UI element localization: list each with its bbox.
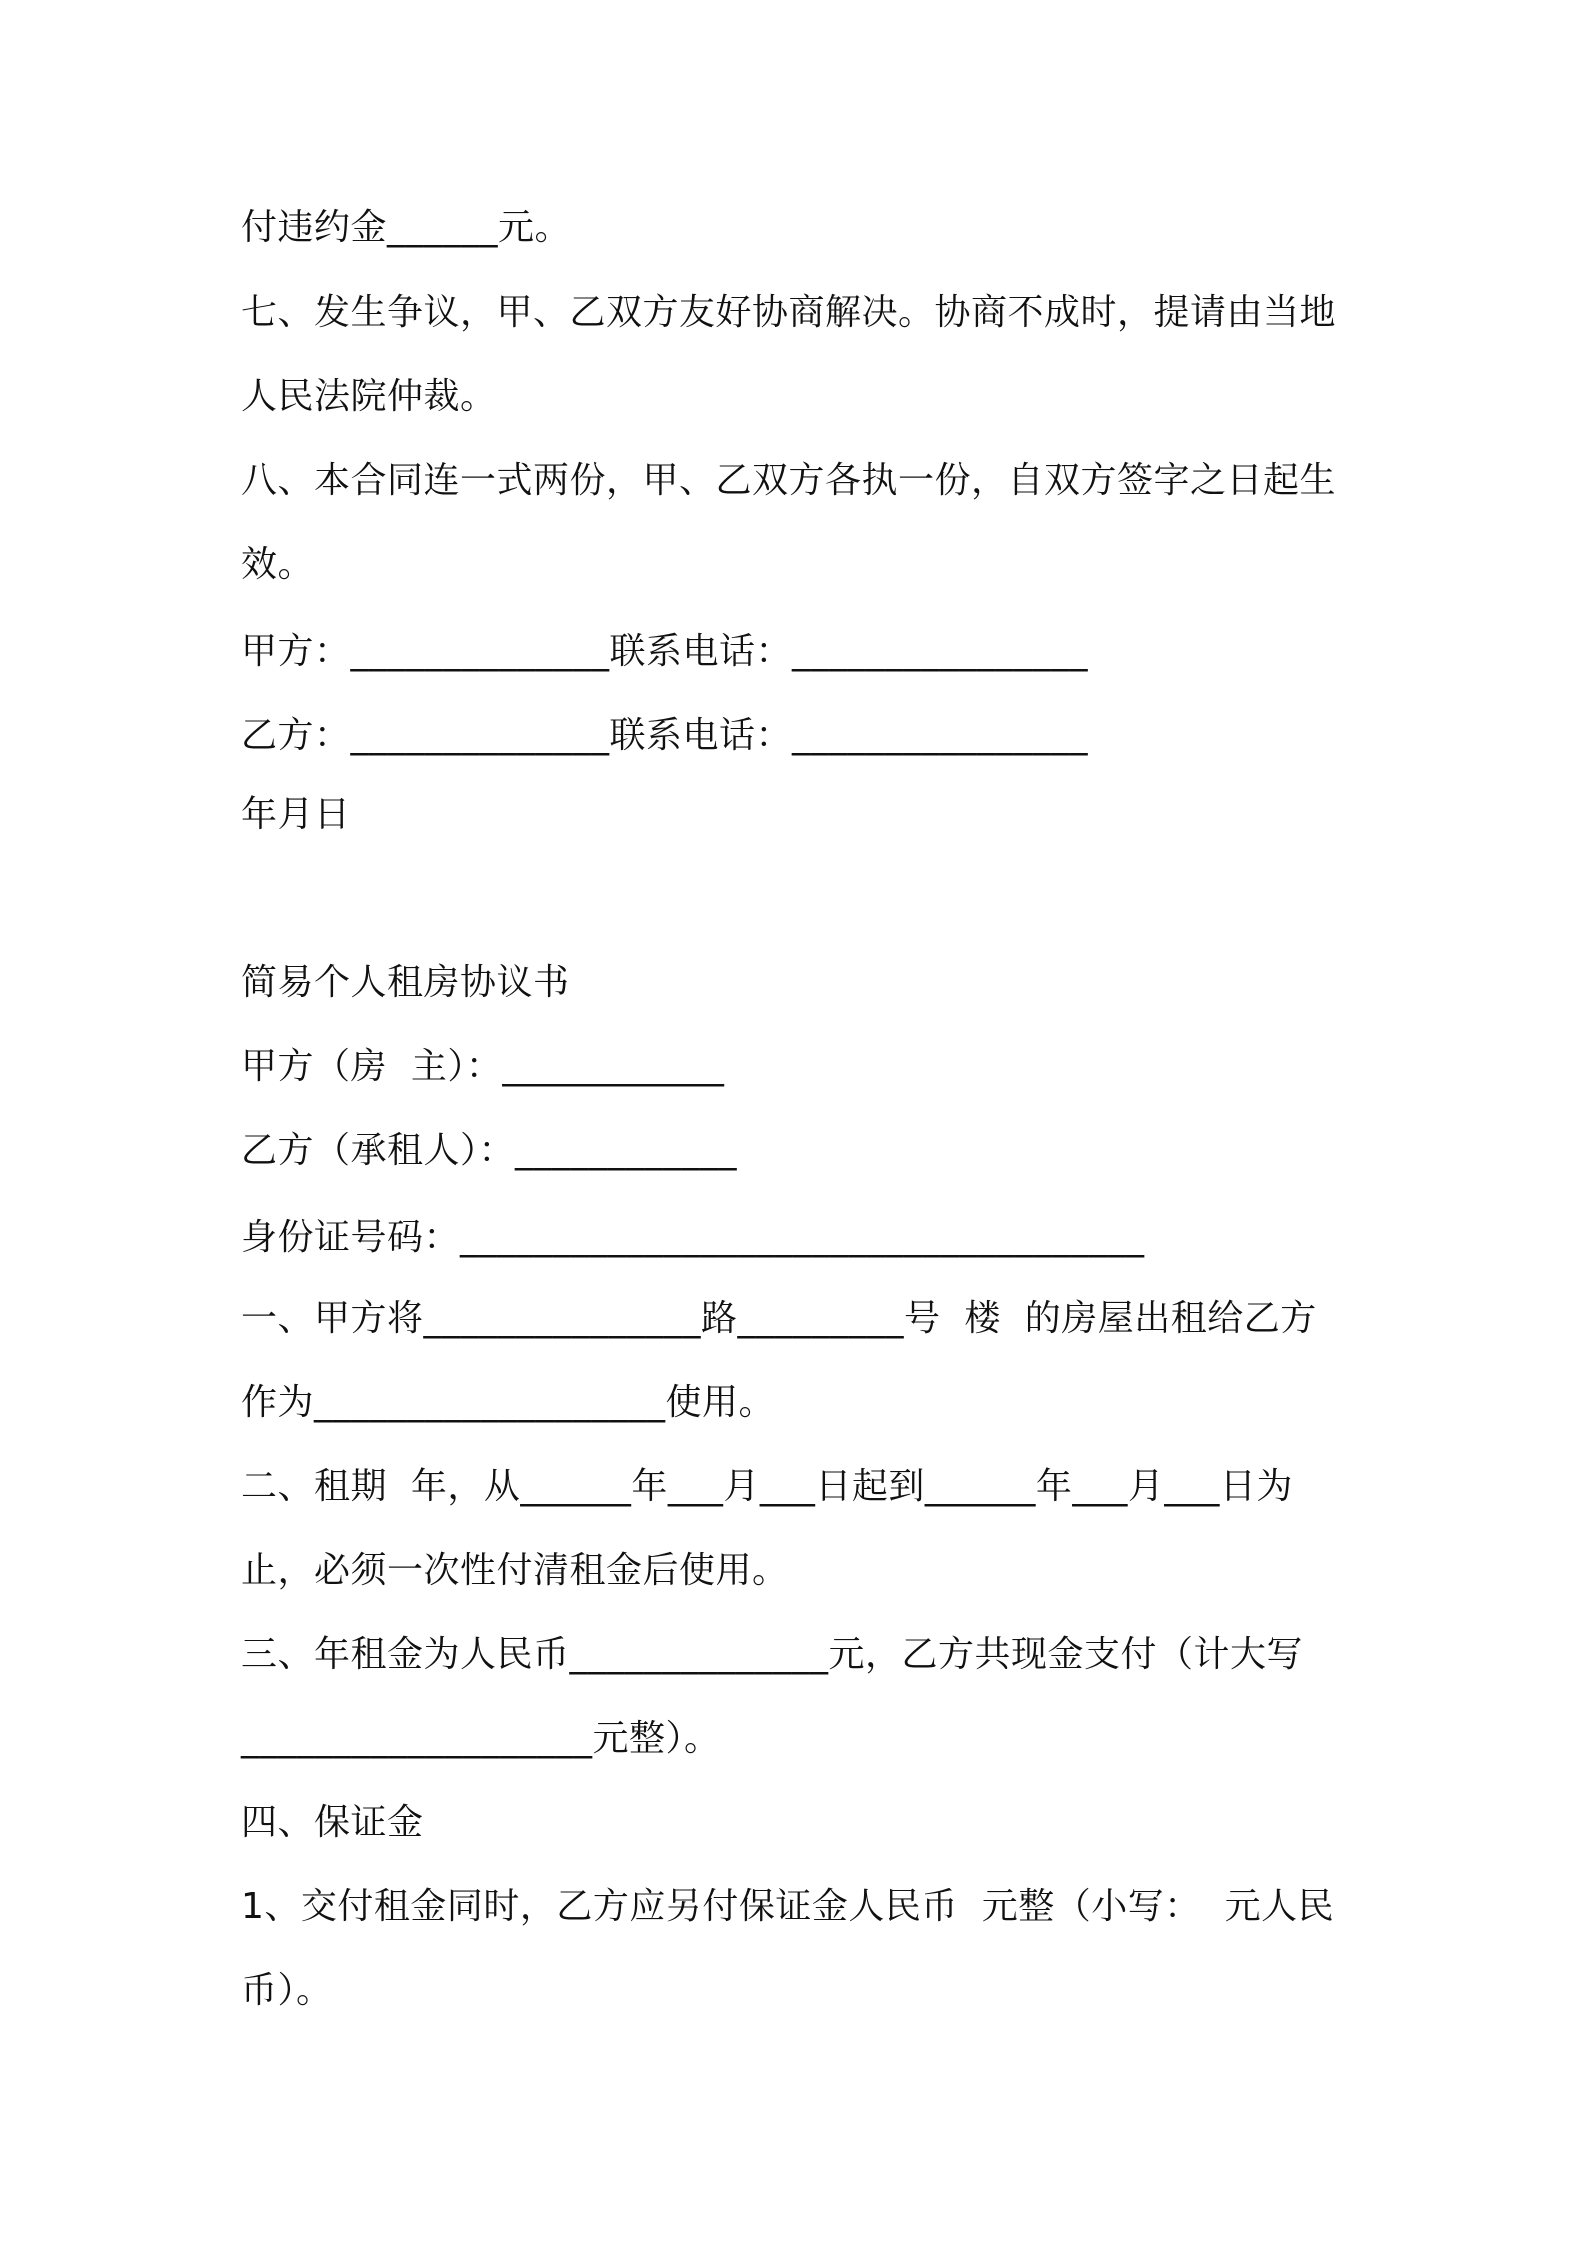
document-title: 简易个人租房协议书 xyxy=(241,962,570,1003)
text-line: 一、甲方将_______________路_________号 楼 的房屋出租给乙方 xyxy=(241,1298,1317,1339)
section-heading: 四、保证金 xyxy=(241,1802,424,1843)
text-line: 身份证号码：_____________________________________ xyxy=(241,1217,1145,1258)
text-line: 乙方（承租人）：____________ xyxy=(241,1130,738,1171)
text-line: 八、本合同连一式两份，甲、乙双方各执一份，自双方签字之日起生 xyxy=(241,460,1337,501)
signature-line-party-a: 甲方：______________联系电话：________________ xyxy=(241,631,1089,672)
text-line: 币）。 xyxy=(241,1970,333,2011)
text-line: 1、交付租金同时，乙方应另付保证金人民币 元整（小写： 元人民 xyxy=(241,1886,1335,1927)
text-line: 二、租期 年，从______年___月___日起到______年___月___日为 xyxy=(241,1466,1293,1507)
text-line: 效。 xyxy=(241,544,315,585)
text-line: 七、发生争议，甲、乙双方友好协商解决。协商不成时，提请由当地 xyxy=(241,292,1337,333)
text-line: 付违约金______元。 xyxy=(241,207,572,248)
text-line: ___________________元整）。 xyxy=(241,1718,721,1759)
text-line: 止，必须一次性付清租金后使用。 xyxy=(241,1550,789,1591)
text-line: 人民法院仲裁。 xyxy=(241,376,497,417)
date-line: 年月日 xyxy=(241,794,351,835)
text-line: 甲方（房 主）：____________ xyxy=(241,1046,725,1087)
signature-line-party-b: 乙方：______________联系电话：________________ xyxy=(241,715,1089,756)
text-line: 三、年租金为人民币______________元，乙方共现金支付（计大写 xyxy=(241,1634,1304,1675)
text-line: 作为___________________使用。 xyxy=(241,1382,776,1423)
